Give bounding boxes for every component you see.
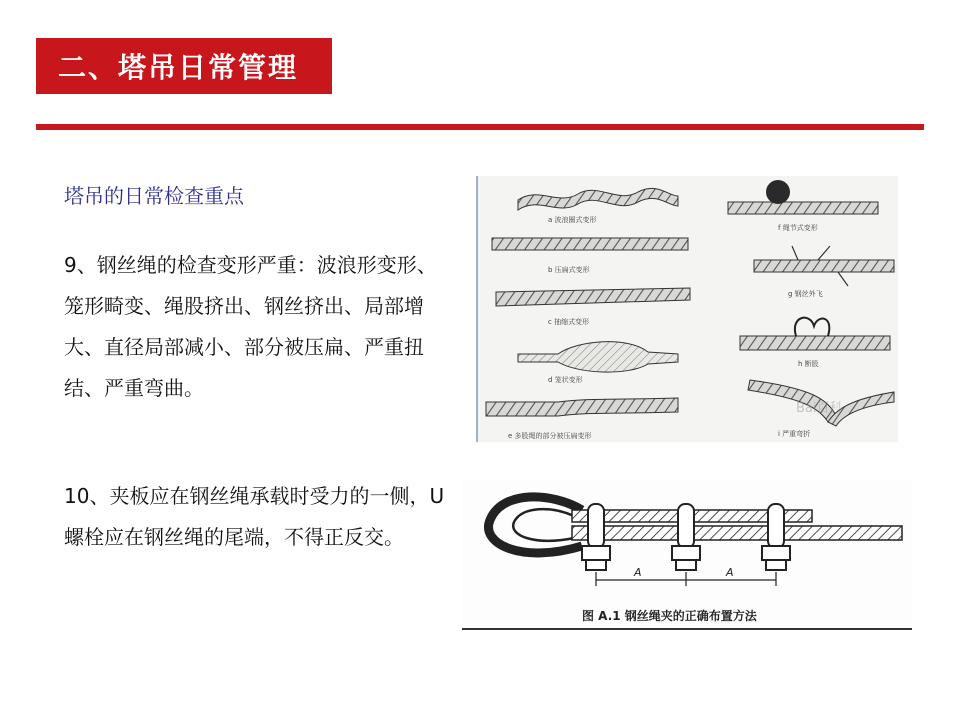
- label-c: c 抽缩式变形: [548, 318, 590, 326]
- paragraph-wire-rope-deformation: 9、钢丝绳的检查变形严重：波浪形变形、笼形畸变、绳股挤出、钢丝挤出、局部增大、直径局部减小、部分被压扁、严重扭结、严重弯曲。: [64, 253, 437, 400]
- section-title-banner: [36, 38, 332, 94]
- label-a: a 波浪圈式变形: [548, 216, 597, 224]
- label-f: f 绳节式变形: [778, 224, 818, 232]
- figure-bottom-border: [462, 628, 912, 630]
- watermark: Bai百科: [796, 401, 843, 416]
- label-e: e 多股绳的部分被压扁变形: [508, 432, 592, 440]
- label-b: b 压扁式变形: [548, 266, 590, 274]
- figure-caption: 图 A.1 钢丝绳夹的正确布置方法: [582, 609, 757, 623]
- dimension-label-1: A: [634, 566, 642, 579]
- rope-eye-inner: [513, 509, 574, 541]
- subtitle: 塔吊的日常检查重点: [64, 184, 244, 208]
- section-title: 二、塔吊日常管理: [58, 51, 299, 84]
- rope-g-rope: [754, 260, 894, 272]
- rope-e-partial-flat: [486, 398, 678, 416]
- rope-h-rope: [740, 336, 890, 350]
- label-i: i 严重弯折: [778, 430, 811, 438]
- label-h: h 断股: [798, 360, 819, 368]
- clamp-arrangement-drawing: [462, 480, 912, 628]
- rope-b-flattened: [492, 238, 688, 250]
- rope-d-birdcage: [518, 342, 678, 372]
- rope-eye-outer: [489, 497, 582, 553]
- rope-f-knot-mass: [766, 180, 790, 204]
- rope-a-wave: [518, 188, 678, 210]
- title-divider: [36, 124, 924, 130]
- label-g: g 钢丝外飞: [788, 290, 823, 298]
- label-d: d 笼状变形: [548, 376, 583, 384]
- rope-c-contraction: [496, 288, 690, 306]
- rope-f-rope-knot: [728, 202, 878, 214]
- main-rope: [572, 526, 902, 540]
- wire-rope-deformation-drawing: [478, 176, 898, 442]
- rope-h-broken-strand: [795, 318, 829, 336]
- paragraph-clamp-placement: 10、夹板应在钢丝绳承载时受力的一侧，U螺栓应在钢丝绳的尾端，不得正反交。: [64, 484, 445, 549]
- wire-rope-clamp-figure: [462, 480, 912, 630]
- wire-rope-deformation-figure: [476, 176, 898, 442]
- dimension-label-2: A: [726, 566, 734, 579]
